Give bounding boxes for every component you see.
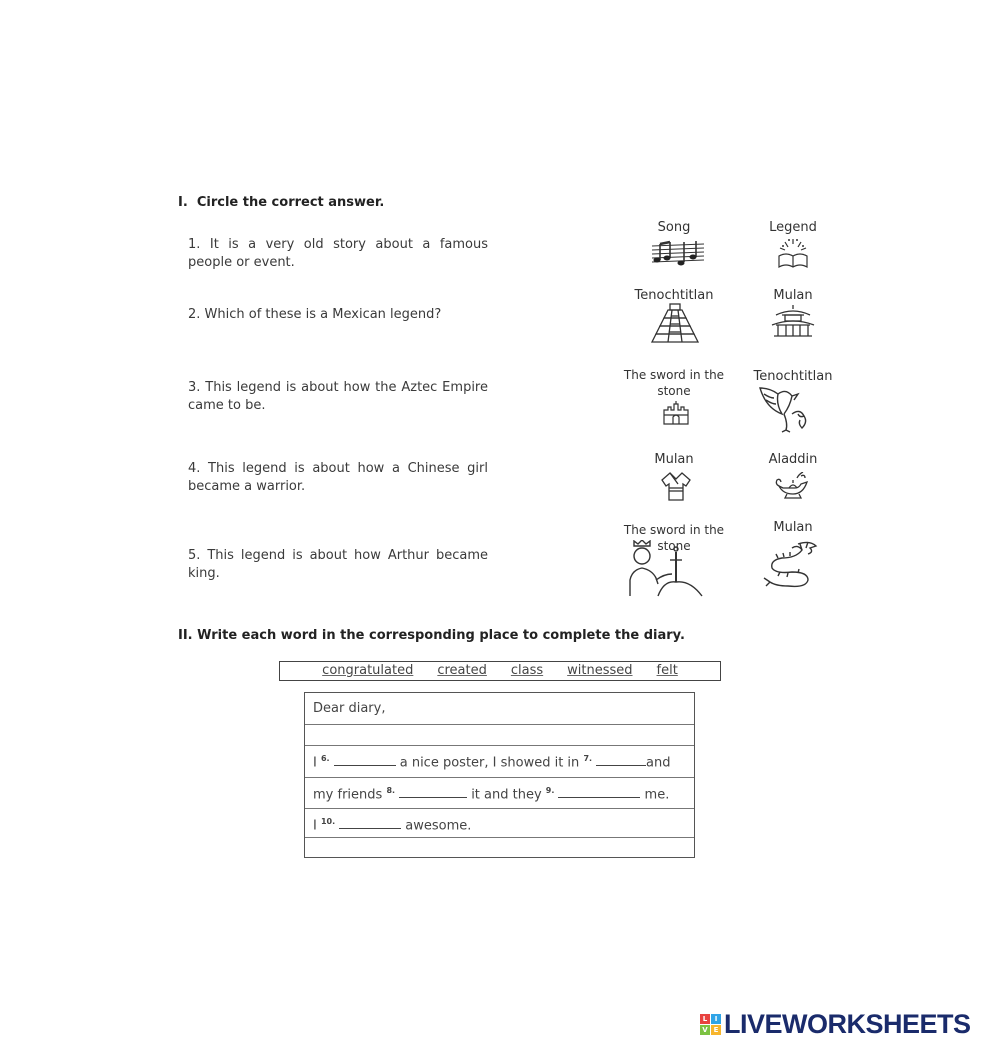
kimono-icon[interactable] xyxy=(660,470,692,502)
diary-text: awesome. xyxy=(405,818,472,834)
logo-blocks-icon xyxy=(700,1014,721,1035)
eagle-icon[interactable] xyxy=(756,384,812,434)
q1-option-b-label[interactable]: Legend xyxy=(769,220,817,235)
q3-option-b-label[interactable]: Tenochtitlan xyxy=(753,369,833,384)
logo-text: LIVEWORKSHEETS xyxy=(724,1008,971,1039)
word-bank-item[interactable]: class xyxy=(510,663,544,678)
diary-text: I xyxy=(313,818,317,834)
blank-6-input[interactable] xyxy=(334,755,396,766)
word-bank-item[interactable]: witnessed xyxy=(567,663,633,678)
diary-text: me. xyxy=(644,787,670,803)
blank-9-input[interactable] xyxy=(558,787,640,798)
dragon-icon[interactable] xyxy=(762,538,820,590)
king-sword-icon[interactable] xyxy=(628,540,704,598)
blank-8-input[interactable] xyxy=(399,787,467,798)
question-3: 3. This legend is about how the Aztec Empire came to be. xyxy=(188,380,488,413)
diary-text: I xyxy=(313,755,317,771)
diary-box xyxy=(304,692,695,858)
word-bank xyxy=(279,661,721,681)
pagoda-icon[interactable] xyxy=(770,304,816,338)
blank-7-input[interactable] xyxy=(596,755,646,766)
logo-block: V xyxy=(700,1025,710,1035)
question-1: 1. It is a very old story about a famous people or event. xyxy=(188,237,488,270)
castle-icon[interactable] xyxy=(660,400,692,426)
diary-greeting: Dear diary, xyxy=(313,701,386,716)
q1-option-a-label[interactable]: Song xyxy=(657,220,691,235)
logo-block: L xyxy=(700,1014,710,1024)
section-2-title: II. Write each word in the corresponding place to complete the diary. xyxy=(178,628,685,643)
blank-number: 9. xyxy=(545,786,555,795)
word-bank-item[interactable]: congratulated xyxy=(322,663,414,678)
diary-row-greeting xyxy=(305,693,694,725)
question-2: 2. Which of these is a Mexican legend? xyxy=(188,307,442,322)
q4-option-a-label[interactable]: Mulan xyxy=(654,452,694,467)
logo-block: E xyxy=(711,1025,721,1035)
diary-row-3 xyxy=(305,809,694,838)
magic-lamp-icon[interactable] xyxy=(775,472,811,500)
question-4: 4. This legend is about how a Chinese girl became a warrior. xyxy=(188,461,488,494)
diary-row-1 xyxy=(305,746,694,778)
blank-number: 8. xyxy=(386,786,396,795)
word-bank-item[interactable]: created xyxy=(437,663,487,678)
question-5: 5. This legend is about how Arthur became king. xyxy=(188,548,488,581)
logo-block: I xyxy=(711,1014,721,1024)
pyramid-icon[interactable] xyxy=(650,302,700,344)
blank-10-input[interactable] xyxy=(339,818,401,829)
word-bank-item[interactable]: felt xyxy=(656,663,678,678)
q5-option-a-label[interactable]: The sword in the stone xyxy=(623,523,725,553)
diary-row-2 xyxy=(305,778,694,809)
q4-option-b-label[interactable]: Aladdin xyxy=(768,452,818,467)
open-book-icon[interactable] xyxy=(775,236,811,270)
diary-text: my friends xyxy=(313,787,383,803)
q3-option-a-label[interactable]: The sword in the stone xyxy=(623,368,725,398)
section-1-title: I. Circle the correct answer. xyxy=(178,195,385,210)
q2-option-b-label[interactable]: Mulan xyxy=(773,288,813,303)
diary-text: a nice poster, I showed it in xyxy=(399,755,580,771)
q5-option-b-label[interactable]: Mulan xyxy=(773,520,813,535)
diary-text: it and they xyxy=(471,787,542,803)
liveworksheets-logo[interactable] xyxy=(700,1010,971,1038)
blank-number: 10. xyxy=(320,817,336,826)
diary-text: and xyxy=(646,755,671,771)
q2-option-a-label[interactable]: Tenochtitlan xyxy=(634,288,714,303)
blank-number: 6. xyxy=(320,754,330,763)
diary-row-empty xyxy=(305,725,694,746)
music-notes-icon[interactable] xyxy=(650,238,706,270)
blank-number: 7. xyxy=(583,754,593,763)
